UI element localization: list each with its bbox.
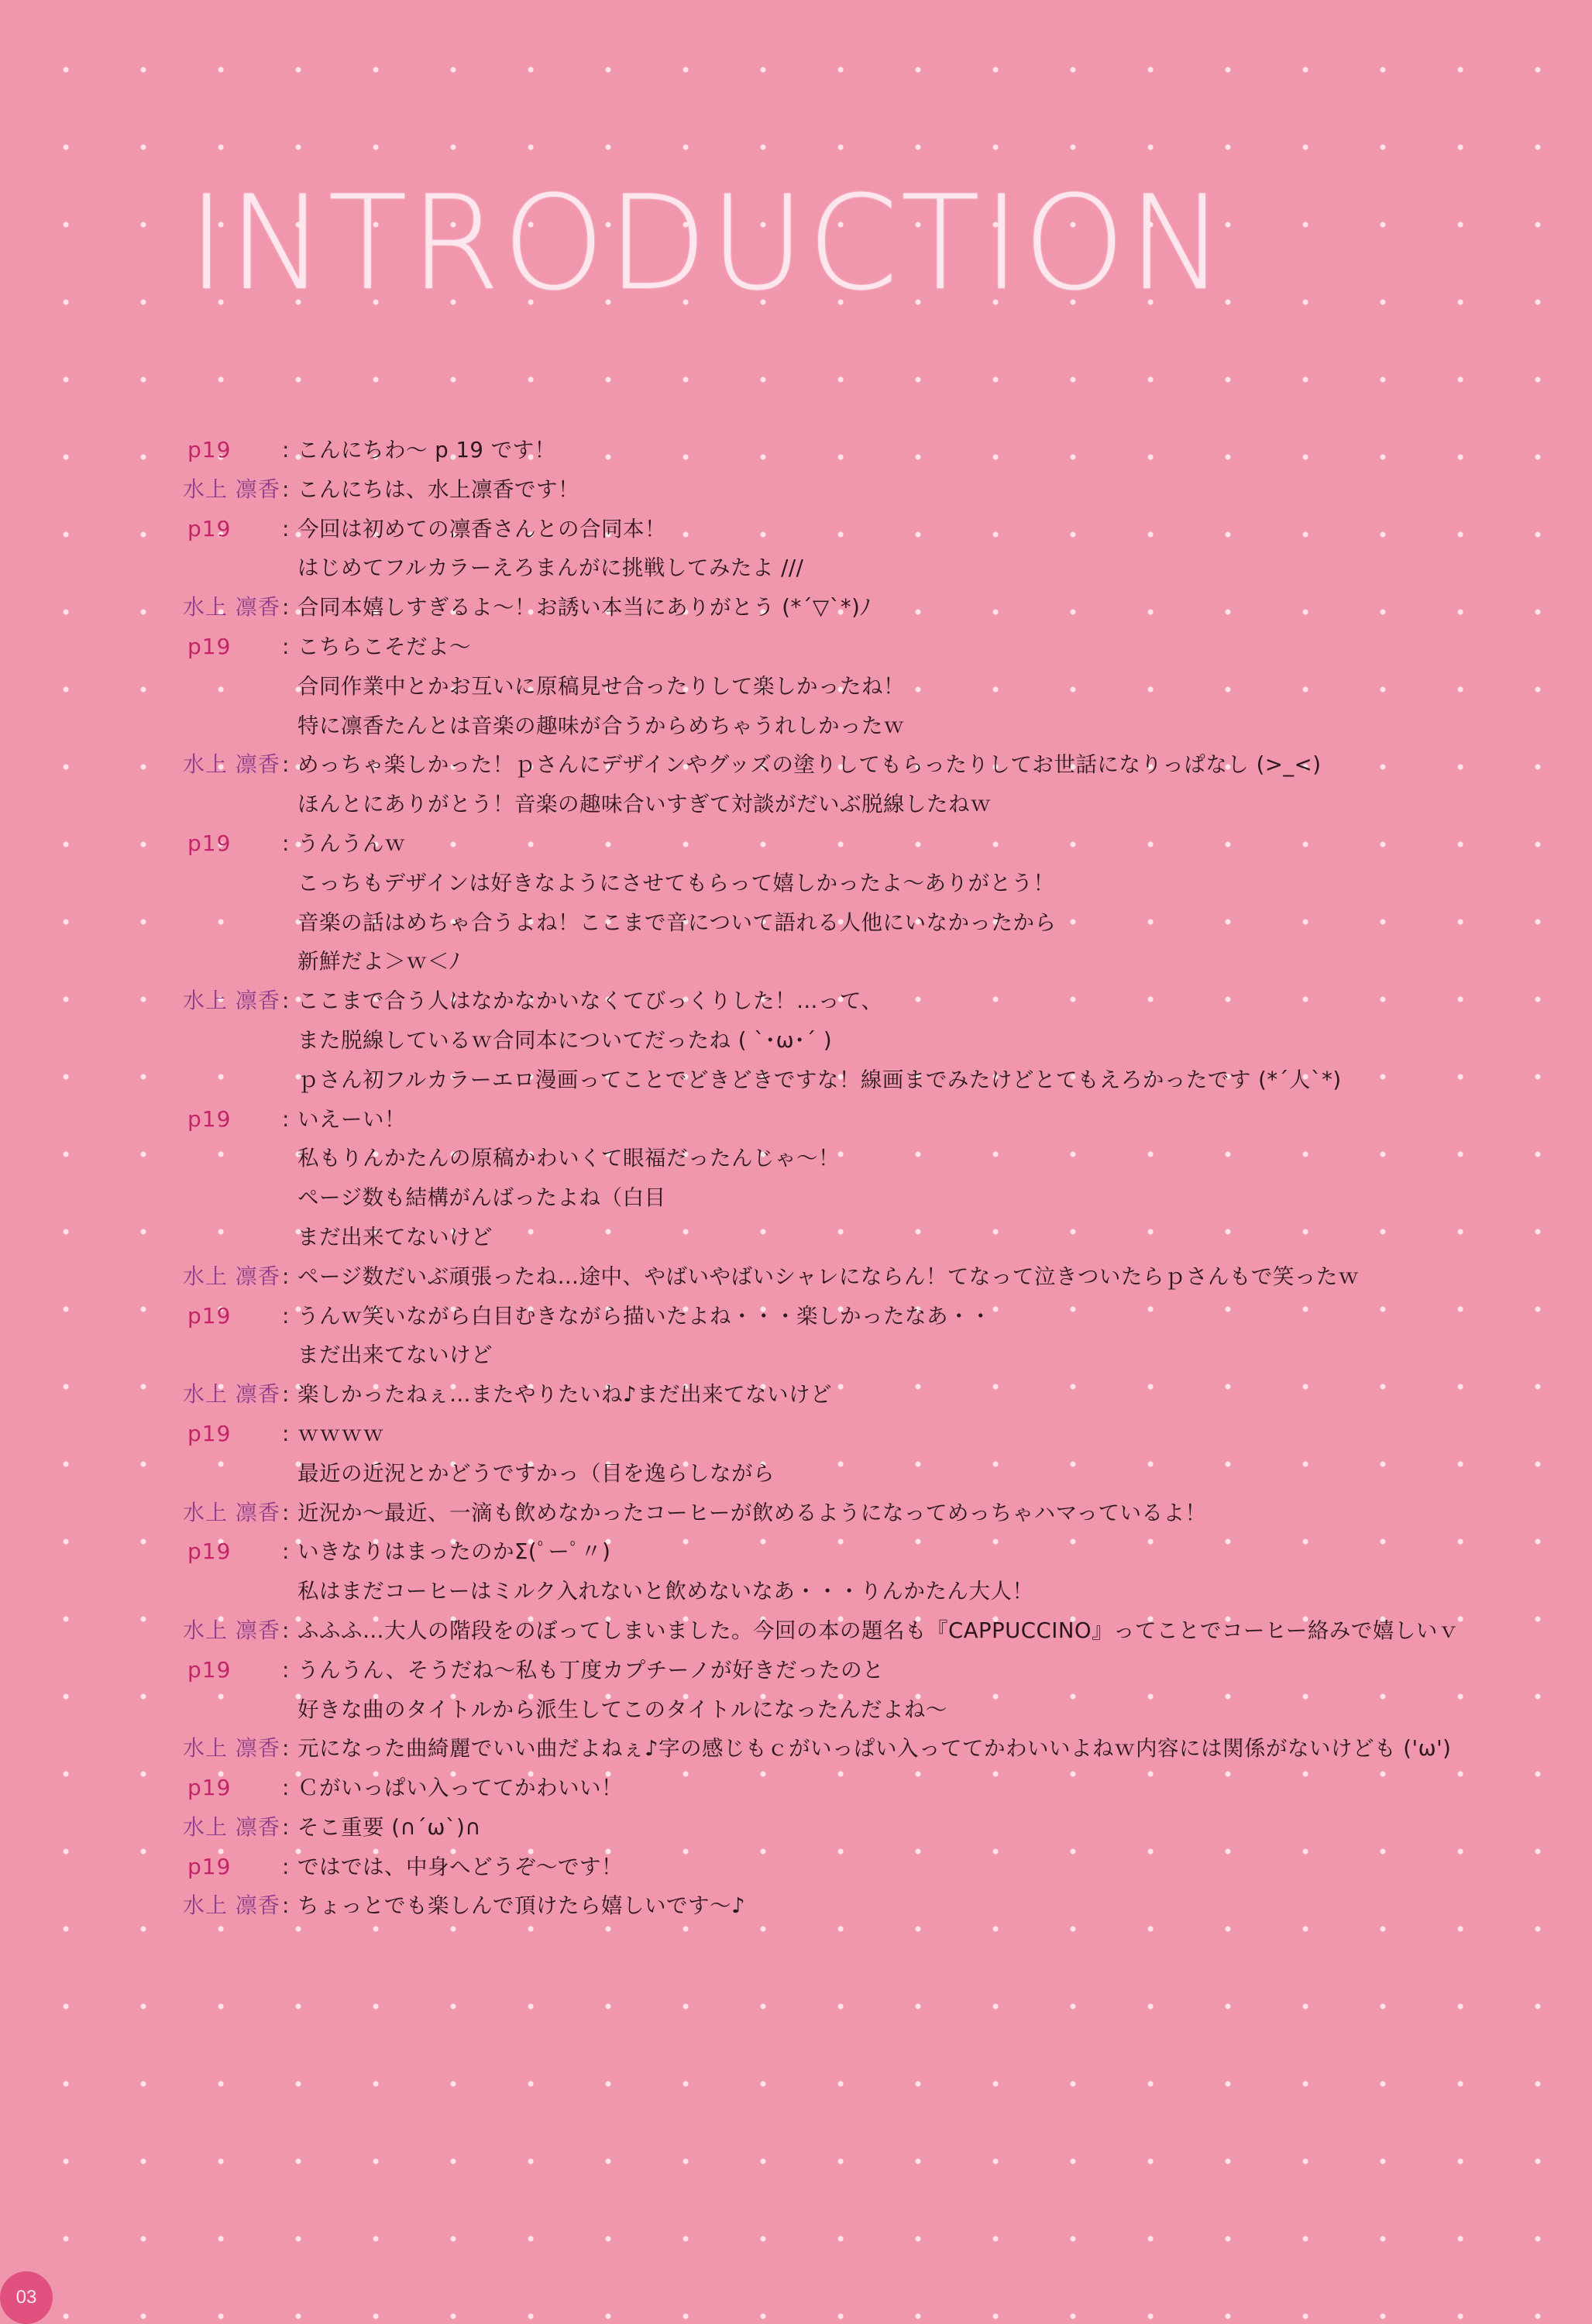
dialogue-text: ｗｗｗｗ — [297, 1421, 384, 1446]
dialogue-text: 楽しかったねぇ…またやりたいね♪まだ出来てないけど — [297, 1382, 833, 1408]
speaker-name: p19 — [187, 515, 232, 541]
dialogue-text: 特に凛香たんとは音楽の趣味が合うからめちゃうれしかったｗ — [297, 713, 905, 738]
speaker-name: p19 — [187, 1775, 232, 1801]
dialogue-transcript — [183, 431, 1570, 1926]
dialogue-line — [183, 1729, 1570, 1769]
speaker-separator: : — [282, 1499, 290, 1525]
dialogue-text: 元になった曲綺麗でいい曲だよねぇ♪字の感じもｃがいっぱい入っててかわいいよねｗ内容には関係がないけども ('ω') — [297, 1736, 1452, 1762]
dialogue-continuation-line — [183, 1572, 1570, 1611]
speaker-name: 水上 凛香 — [183, 1813, 280, 1840]
dialogue-text: ふふふ…大人の階段をのぼってしまいました。今回の本の題名も『CAPPUCCINO』ってことでコーヒー絡みで嬉しいｖ — [297, 1618, 1460, 1643]
speaker-name: 水上 凛香 — [183, 1381, 280, 1408]
speaker-name: p19 — [187, 633, 232, 659]
dialogue-line — [183, 1532, 1570, 1572]
speaker-name: 水上 凛香 — [183, 476, 280, 502]
dialogue-text: 今回は初めての凛香さんとの合同本！ — [297, 516, 666, 541]
speaker-separator: : — [282, 830, 290, 856]
dialogue-line — [183, 1100, 1570, 1140]
speaker-name: 水上 凛香 — [183, 1263, 280, 1289]
dialogue-continuation-line — [183, 1690, 1570, 1730]
dialogue-line — [183, 1297, 1570, 1336]
speaker-name: p19 — [187, 1853, 232, 1879]
speaker-separator: : — [282, 1813, 290, 1840]
dialogue-text: まだ出来てないけど — [297, 1224, 493, 1250]
dialogue-line — [183, 1769, 1570, 1808]
dialogue-line — [183, 1415, 1570, 1454]
speaker-separator: : — [282, 751, 290, 778]
speaker-separator: : — [282, 1105, 290, 1132]
dialogue-line — [183, 1257, 1570, 1297]
dialogue-line — [183, 1494, 1570, 1533]
dialogue-line — [183, 982, 1570, 1021]
speaker-name: p19 — [187, 1656, 232, 1683]
dialogue-text: ｐさん初フルカラーエロ漫画ってことでどきどきですな！線画までみたけどとてもえろかったです (*´人`*) — [297, 1067, 1342, 1092]
speaker-name: 水上 凛香 — [183, 1735, 280, 1762]
dialogue-text: 合同作業中とかお互いに原稿見せ合ったりして楽しかったね！ — [297, 673, 905, 699]
dialogue-continuation-line — [183, 1139, 1570, 1178]
dialogue-continuation-line — [183, 1021, 1570, 1061]
dialogue-continuation-line — [183, 1178, 1570, 1218]
speaker-name: p19 — [187, 1302, 232, 1329]
dialogue-text: いきなりはまったのかΣ(ﾟーﾟ〃) — [297, 1539, 611, 1565]
speaker-separator: : — [282, 1538, 290, 1565]
dialogue-line — [183, 588, 1570, 627]
dialogue-text: そこ重要 (∩´ω`)∩ — [297, 1814, 481, 1840]
speaker-separator: : — [282, 1420, 290, 1446]
dialogue-text: ほんとにありがとう！音楽の趣味合いすぎて対談がだいぶ脱線したねｗ — [297, 792, 992, 817]
speaker-separator: : — [282, 1263, 290, 1289]
speaker-separator: : — [282, 1853, 290, 1879]
dialogue-text: いえーい！ — [297, 1106, 406, 1132]
dialogue-line — [183, 1808, 1570, 1848]
dialogue-line — [183, 1886, 1570, 1926]
dialogue-line — [183, 1848, 1570, 1887]
speaker-separator: : — [282, 633, 290, 659]
dialogue-continuation-line — [183, 667, 1570, 706]
dialogue-text: はじめてフルカラーえろまんがに挑戦してみたよ /// — [297, 555, 804, 581]
speaker-separator: : — [282, 1381, 290, 1408]
dialogue-line — [183, 1375, 1570, 1415]
speaker-separator: : — [282, 515, 290, 541]
dialogue-text: 音楽の話はめちゃ合うよね！ここまで音について語れる人他にいなかったから — [297, 909, 1057, 935]
dialogue-text: こっちもデザインは好きなようにさせてもらって嬉しかったよ～ありがとう！ — [297, 870, 1055, 896]
page-number-badge: 03 — [0, 2271, 53, 2324]
dialogue-text: ではでは、中身へどうぞ～です！ — [297, 1854, 623, 1879]
speaker-separator: : — [282, 988, 290, 1014]
page-title: INTRODUCTION — [187, 167, 1228, 319]
dialogue-line — [183, 470, 1570, 510]
dialogue-text: Ｃがいっぱい入っててかわいい！ — [297, 1776, 623, 1801]
dialogue-text: ちょっとでも楽しんで頂けたら嬉しいです～♪ — [297, 1893, 746, 1919]
dialogue-text: 近況か～最近、一滴も飲めなかったコーヒーが飲めるようになってめっちゃハマっているよ！ — [297, 1500, 1207, 1525]
dialogue-continuation-line — [183, 548, 1570, 588]
dialogue-continuation-line — [183, 785, 1570, 824]
dialogue-text: ページ数も結構がんばったよね（白目 — [297, 1185, 666, 1211]
dialogue-continuation-line — [183, 903, 1570, 943]
dialogue-text: めっちゃ楽しかった！ｐさんにデザインやグッズの塗りしてもらったりしてお世話になりっぱなし (>_<) — [297, 752, 1322, 778]
dialogue-text: うんうん、そうだね～私も丁度カプチーノが好きだったのと — [297, 1657, 885, 1683]
dialogue-text: ページ数だいぶ頑張ったね…途中、やばいやばいシャレにならん！てなって泣きついたらｐさんもで笑ったｗ — [297, 1263, 1360, 1289]
speaker-separator: : — [282, 1656, 290, 1683]
speaker-separator: : — [282, 476, 290, 502]
dialogue-continuation-line — [183, 1336, 1570, 1375]
speaker-name: 水上 凛香 — [183, 988, 280, 1014]
dialogue-text: 私もりんかたんの原稿かわいくて眼福だったんじゃ～！ — [297, 1146, 840, 1171]
dialogue-continuation-line — [183, 1061, 1570, 1100]
speaker-separator: : — [282, 1617, 290, 1643]
speaker-name: 水上 凛香 — [183, 751, 280, 778]
dialogue-text: 最近の近況とかどうですかっ（目を逸らしながら — [297, 1460, 775, 1486]
speaker-separator: : — [282, 594, 290, 621]
dialogue-text: 好きな曲のタイトルから派生してこのタイトルになったんだよね～ — [297, 1697, 947, 1722]
dialogue-line — [183, 745, 1570, 785]
dialogue-text: まだ出来てないけど — [297, 1342, 493, 1368]
speaker-name: p19 — [187, 1538, 232, 1565]
speaker-name: p19 — [187, 437, 232, 462]
dialogue-continuation-line — [183, 706, 1570, 746]
dialogue-continuation-line — [183, 942, 1570, 982]
dialogue-text: 私はまだコーヒーはミルク入れないと飲めないなあ・・・りんかたん大人！ — [297, 1579, 1034, 1604]
dialogue-text: こんにちわ～ p 19 です！ — [297, 438, 556, 462]
dialogue-continuation-line — [183, 1454, 1570, 1494]
speaker-separator: : — [282, 1302, 290, 1329]
dialogue-continuation-line — [183, 1218, 1570, 1257]
dialogue-text: こんにちは、水上凛香です！ — [297, 476, 579, 502]
dialogue-line — [183, 431, 1570, 470]
speaker-name: 水上 凛香 — [183, 1499, 280, 1525]
speaker-name: p19 — [187, 830, 232, 856]
speaker-name: p19 — [187, 1420, 232, 1446]
dialogue-line — [183, 1651, 1570, 1690]
speaker-name: 水上 凛香 — [183, 1617, 280, 1643]
dialogue-continuation-line — [183, 864, 1570, 903]
dialogue-text: うんｗ笑いながら白目むきながら描いたよね・・・楽しかったなあ・・ — [297, 1303, 992, 1329]
dialogue-text: 新鮮だよ＞ｗ＜ﾉ — [297, 949, 461, 975]
speaker-separator: : — [282, 1775, 290, 1801]
speaker-name: 水上 凛香 — [183, 1893, 280, 1919]
speaker-separator: : — [282, 1893, 290, 1919]
dialogue-line — [183, 627, 1570, 667]
dialogue-text: また脱線しているｗ合同本についてだったね ( ˋ･ω･ˊ ) — [297, 1027, 833, 1053]
dialogue-text: 合同本嬉しすぎるよ～！お誘い本当にありがとう (*´▽`*)ﾉ — [297, 595, 872, 621]
speaker-name: p19 — [187, 1105, 232, 1132]
dialogue-line — [183, 824, 1570, 864]
dialogue-text: ここまで合う人はなかなかいなくてびっくりした！…って、 — [297, 988, 883, 1014]
speaker-separator: : — [282, 437, 290, 462]
dialogue-text: うんうんｗ — [297, 830, 406, 856]
speaker-name: 水上 凛香 — [183, 594, 280, 621]
speaker-separator: : — [282, 1735, 290, 1762]
dialogue-line — [183, 1611, 1570, 1651]
dialogue-text: こちらこそだよ～ — [297, 634, 471, 659]
dialogue-line — [183, 510, 1570, 549]
